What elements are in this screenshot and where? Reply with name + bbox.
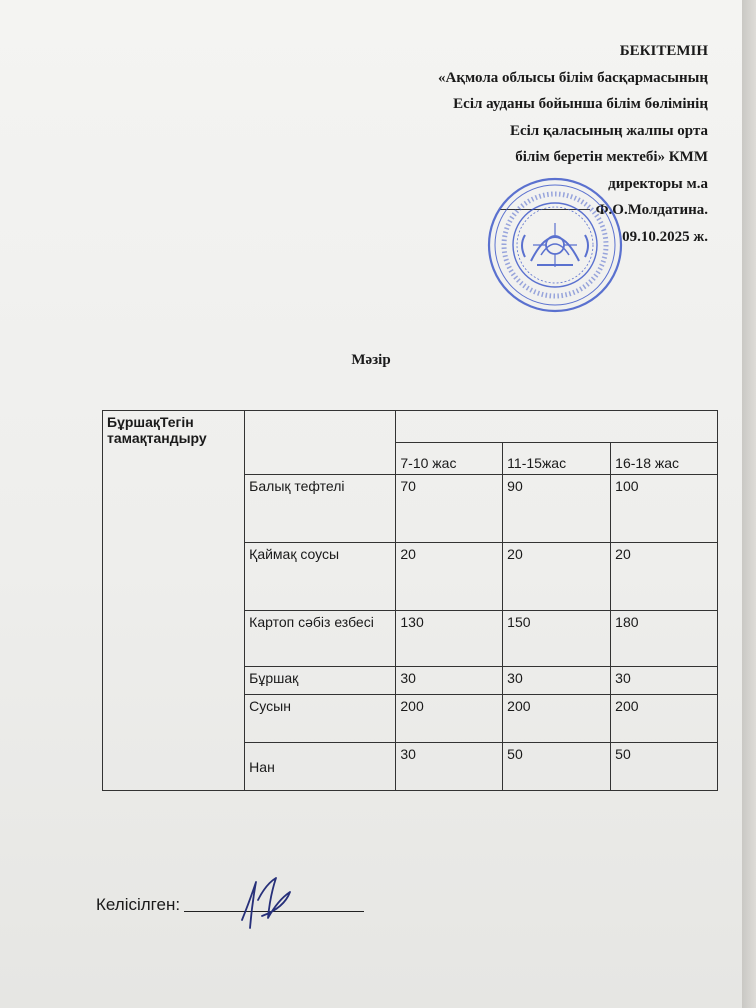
value-cell: 150 [503,611,611,667]
value-cell: 130 [396,611,503,667]
official-stamp-icon [485,175,625,315]
value-cell: 30 [396,743,503,791]
value-cell: 200 [503,695,611,743]
approval-line-4: білім беретін мектебі» КММ [515,149,708,165]
agreed-label: Келісілген: [96,895,181,914]
age-group-cell: 11-15жас [503,443,611,475]
page-edge-background [742,0,756,1008]
agreed-row [96,895,364,915]
table-row [103,411,718,443]
age-header-cell [396,411,718,443]
dish-cell: Бұршақ [245,667,396,695]
approval-signer: Ф.О.Молдатина. [595,202,708,218]
value-cell: 20 [503,543,611,611]
dish-cell: Картоп сәбіз езбесі [245,611,396,667]
value-cell: 180 [611,611,718,667]
approval-date: 09.10.2025 ж. [622,228,708,245]
menu-title: Мәзір [351,352,391,368]
dish-header-cell [245,411,396,475]
age-group-cell: 7-10 жас [396,443,503,475]
value-cell: 20 [611,543,718,611]
age-group-cell: 16-18 жас [611,443,718,475]
value-cell: 30 [396,667,503,695]
dish-cell: Нан [245,743,396,791]
value-cell: 30 [503,667,611,695]
approval-line-5: директоры м.а [608,175,708,192]
value-cell: 70 [396,475,503,543]
value-cell: 50 [611,743,718,791]
approval-line-1: «Ақмола облысы білім басқармасының [438,69,708,86]
approval-line-2: Есіл ауданы бойынша білім бөлімінің [453,96,708,112]
dish-cell: Қаймақ соусы [245,543,396,611]
value-cell: 200 [611,695,718,743]
section-cell: БұршақТегін тамақтандыру [103,411,245,791]
handwritten-signature-icon [232,870,302,934]
approval-title: БЕКІТЕМІН [619,43,708,59]
menu-table [102,410,718,791]
value-cell: 200 [396,695,503,743]
value-cell: 50 [503,743,611,791]
approval-line-3: Есіл қаласының жалпы орта [509,122,708,139]
dish-cell: Сусын [245,695,396,743]
dish-cell: Балық тефтелі [245,475,396,543]
value-cell: 90 [503,475,611,543]
value-cell: 100 [611,475,718,543]
value-cell: 30 [611,667,718,695]
value-cell: 20 [396,543,503,611]
